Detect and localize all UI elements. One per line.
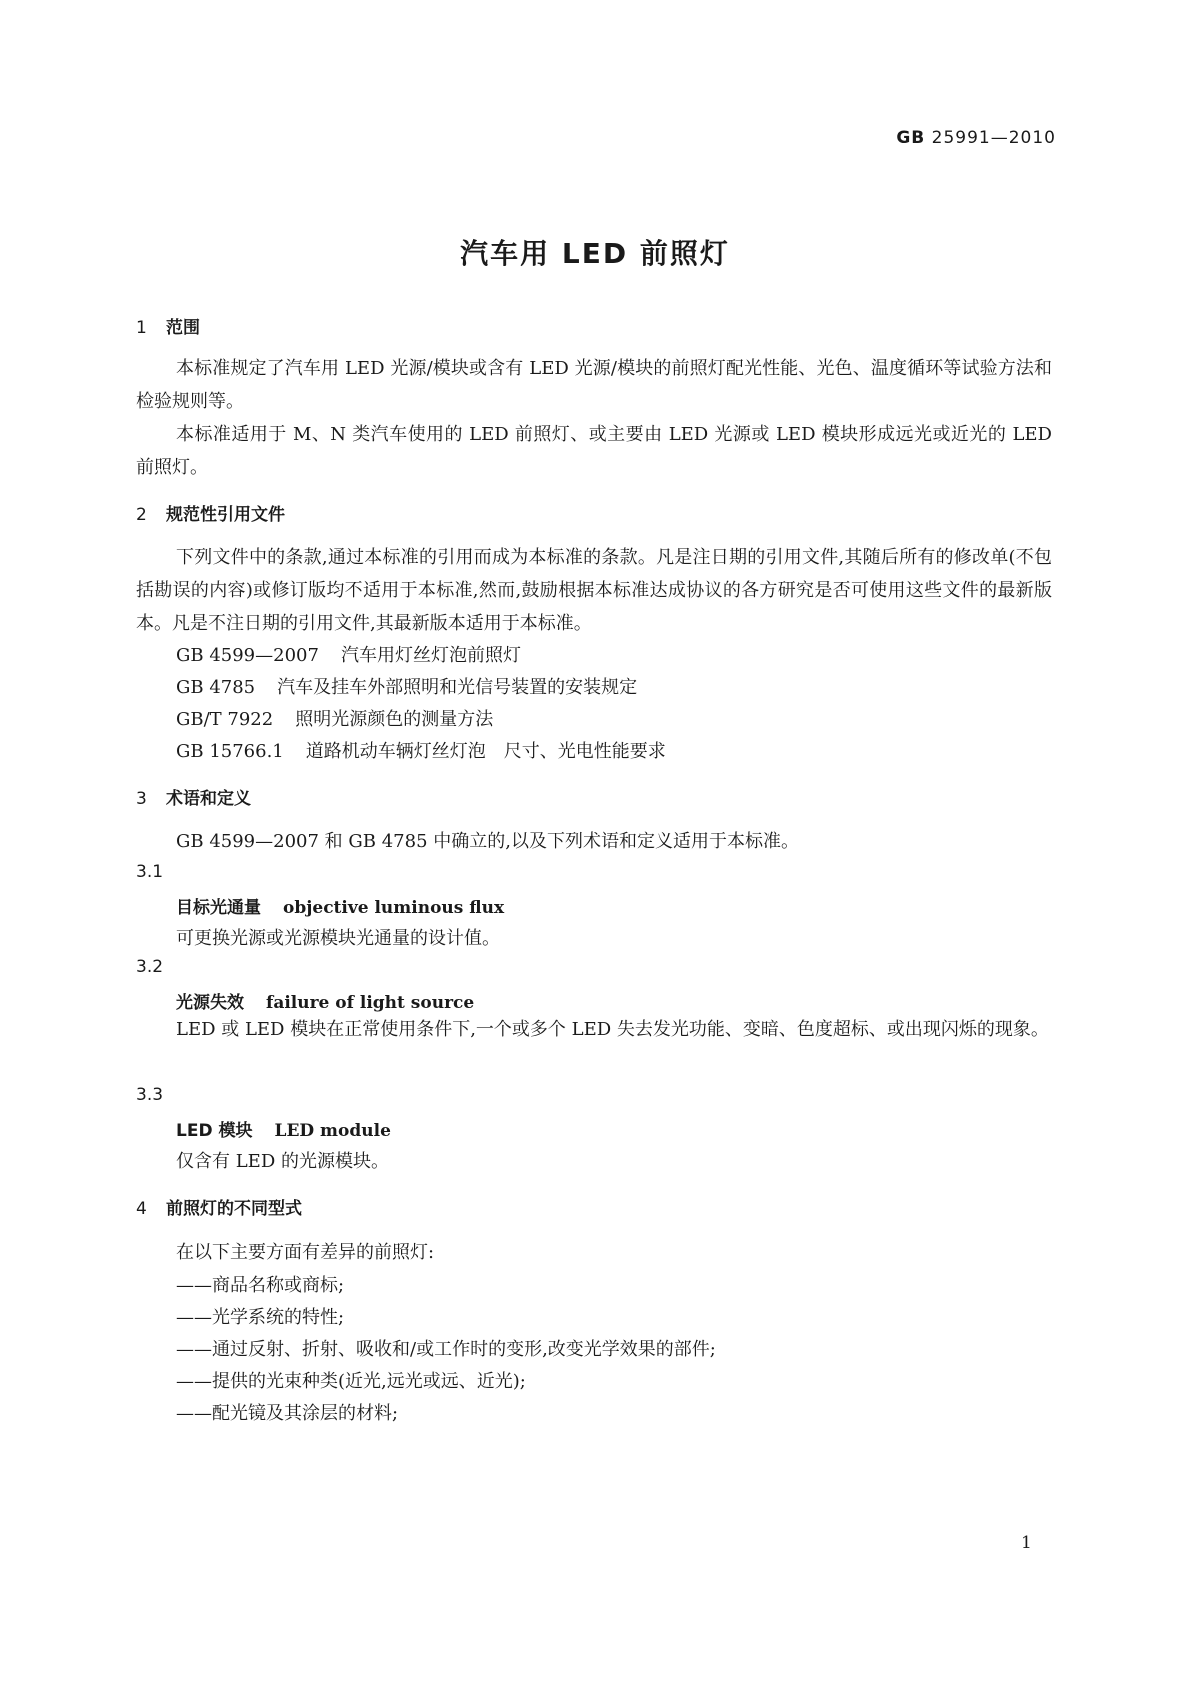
term-number: 3.3 <box>136 1085 164 1105</box>
section-number: 1 <box>136 318 147 338</box>
term-heading <box>176 988 474 1013</box>
reference-item <box>176 737 666 763</box>
section-title: 前照灯的不同型式 <box>166 1199 302 1219</box>
reference-code: GB/T 7922 <box>176 709 274 730</box>
term-definition: 仅含有 LED 的光源模块。 <box>176 1151 389 1172</box>
document-title: 汽车用 LED 前照灯 <box>460 237 730 270</box>
reference-item <box>176 673 637 699</box>
section-number: 4 <box>136 1199 147 1219</box>
section-2-heading <box>136 500 285 525</box>
reference-title: 汽车用灯丝灯泡前照灯 <box>340 645 521 666</box>
section-1-heading <box>136 313 200 338</box>
term-english: objective luminous flux <box>283 898 505 918</box>
section-3-heading <box>136 784 251 809</box>
list-item: ——配光镜及其涂层的材料; <box>176 1403 399 1424</box>
term-number: 3.1 <box>136 862 164 882</box>
term-english: LED module <box>274 1121 391 1141</box>
term-chinese: 目标光通量 <box>176 898 261 918</box>
term-definition: LED 或 LED 模块在正常使用条件下,一个或多个 LED 失去发光功能、变暗、色度超标、或出现闪烁的现象。 <box>176 1019 1049 1040</box>
section-number: 3 <box>136 789 147 809</box>
section-2-paragraph-1: 下列文件中的条款,通过本标准的引用而成为本标准的条款。凡是注日期的引用文件,其随后所有的修改单(不包括勘误的内容)或修订版均不适用于本标准,然而,鼓励根据本标准达成协议的各方研究是否可使用这些文件的最新版本。凡是不注日期的引用文件,其最新版本适用于本标准。 <box>136 547 1052 634</box>
section-4-intro: 在以下主要方面有差异的前照灯: <box>176 1242 435 1263</box>
section-4-heading <box>136 1194 302 1219</box>
term-number: 3.2 <box>136 957 164 977</box>
section-1-paragraph-2: 本标准适用于 M、N 类汽车使用的 LED 前照灯、或主要由 LED 光源或 LED 模块形成远光或近光的 LED 前照灯。 <box>136 424 1052 478</box>
term-definition: 可更换光源或光源模块光通量的设计值。 <box>176 928 500 949</box>
reference-code: GB 4599—2007 <box>176 645 319 666</box>
list-item: ——提供的光束种类(近光,远光或远、近光); <box>176 1371 526 1392</box>
reference-title: 照明光源颜色的测量方法 <box>295 709 494 730</box>
reference-title: 汽车及挂车外部照明和光信号装置的安装规定 <box>277 677 638 698</box>
section-title: 规范性引用文件 <box>166 505 285 525</box>
reference-item <box>176 641 521 667</box>
reference-code: GB 4785 <box>176 677 256 698</box>
list-item: ——商品名称或商标; <box>176 1275 345 1296</box>
term-chinese: LED 模块 <box>176 1121 253 1141</box>
term-chinese: 光源失效 <box>176 993 244 1013</box>
page-number: 1 <box>1021 1533 1032 1553</box>
section-1-paragraph-1: 本标准规定了汽车用 LED 光源/模块或含有 LED 光源/模块的前照灯配光性能、光色、温度循环等试验方法和检验规则等。 <box>136 358 1052 412</box>
section-title: 范围 <box>166 318 200 338</box>
term-heading <box>176 893 504 918</box>
reference-code: GB 15766.1 <box>176 741 284 762</box>
term-heading <box>176 1116 391 1141</box>
list-item: ——光学系统的特性; <box>176 1307 345 1328</box>
section-number: 2 <box>136 505 147 525</box>
standard-code <box>896 128 1056 148</box>
standard-number: 25991—2010 <box>931 128 1056 148</box>
reference-title: 道路机动车辆灯丝灯泡 尺寸、光电性能要求 <box>305 741 666 762</box>
term-english: failure of light source <box>266 993 475 1013</box>
standard-prefix: GB <box>896 128 926 148</box>
list-item: ——通过反射、折射、吸收和/或工作时的变形,改变光学效果的部件; <box>176 1339 716 1360</box>
reference-item <box>176 705 493 731</box>
section-3-paragraph-1: GB 4599—2007 和 GB 4785 中确立的,以及下列术语和定义适用于本标准。 <box>176 831 799 852</box>
section-title: 术语和定义 <box>166 789 251 809</box>
